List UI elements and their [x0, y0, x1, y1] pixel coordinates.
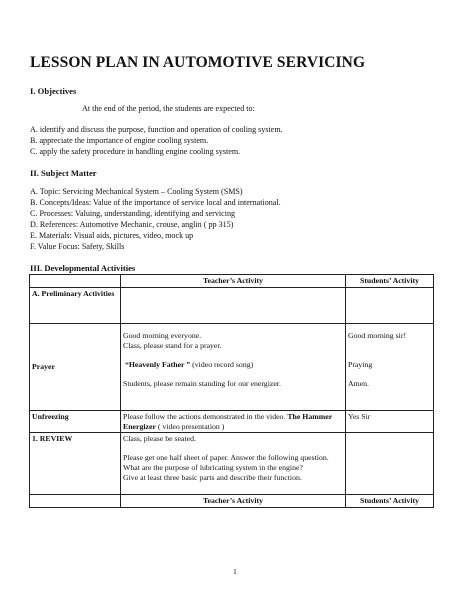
review-students-cell: [346, 433, 434, 495]
table-row: [30, 324, 434, 411]
unfreezing-students-cell: Yes Sir: [346, 411, 434, 433]
teacher-activity-header: Teacher’s Activity: [121, 275, 346, 288]
review-line: Please get one half sheet of paper. Answer the following question.: [123, 453, 329, 463]
subject-matter-item: F. Value Focus: Safety, Skills: [30, 242, 125, 251]
prayer-students-cell: [346, 324, 434, 411]
students-activity-header: Students’ Activity: [346, 275, 434, 288]
header-blank-cell: [30, 495, 121, 508]
unfreezing-note: ( video presentation ): [157, 421, 225, 431]
activities-heading: III. Developmental Activities: [30, 263, 136, 273]
hammer-energizer-title: The Hammer Energizer: [123, 412, 333, 431]
subject-matter-item: E. Materials: Visual aids, pictures, video, mock up: [30, 231, 194, 240]
activities-table: [29, 274, 434, 508]
subject-matter-item: A. Topic: Servicing Mechanical System – Cooling System (SMS): [30, 187, 243, 196]
prayer-label: Prayer: [30, 324, 121, 411]
review-line: What are the purpose of lubricating system in the engine?: [123, 462, 303, 472]
prayer-teacher-line: Students, please remain standing for our energizer.: [123, 378, 281, 388]
prayer-song-note: (video record song): [192, 359, 254, 369]
prayer-teacher-line: Good morning everyone.: [123, 331, 202, 340]
unfreezing-teacher-cell: [121, 411, 346, 433]
review-teacher-cell: [121, 433, 346, 495]
prayer-song-title: “Heavenly Father ”: [124, 359, 191, 369]
table-header-row: [30, 275, 434, 288]
objective-item: A. identify and discuss the purpose, function and operation of cooling system.: [30, 125, 283, 134]
students-activity-header: Students’ Activity: [346, 495, 434, 508]
prayer-student-line: Praying: [348, 359, 373, 369]
objectives-heading: I. Objectives: [30, 86, 77, 96]
subject-matter-item: D. References: Automotive Mechanic, crouse, anglin ( pp 315): [30, 220, 234, 229]
objectives-intro: At the end of the period, the students are expected to:: [82, 104, 255, 113]
prayer-teacher-line: Class, please stand for a prayer.: [123, 340, 222, 350]
review-label: 1. REVIEW: [30, 433, 121, 495]
page-number: 1: [233, 567, 237, 576]
objective-item: C. apply the safety procedure in handling engine cooling system.: [30, 147, 241, 156]
table-row: [30, 433, 434, 495]
prayer-student-line: Good morning sir!: [348, 331, 407, 340]
unfreezing-instruction: Please follow the actions demonstrated in the video.: [123, 412, 286, 421]
review-line: Class, please be seated.: [123, 434, 196, 444]
review-line: Give at least three basic parts and describe their function.: [123, 472, 302, 482]
prayer-teacher-cell: [121, 324, 346, 411]
table-row: [30, 411, 434, 433]
table-row: [30, 288, 434, 324]
preliminary-teacher-cell: [121, 288, 346, 324]
page-title: LESSON PLAN IN AUTOMOTIVE SERVICING: [30, 54, 366, 71]
teacher-activity-header: Teacher’s Activity: [121, 495, 346, 508]
subject-matter-item: B. Concepts/Ideas: Value of the importance of service local and international.: [30, 198, 281, 207]
table-header-row: [30, 495, 434, 508]
header-blank-cell: [30, 275, 121, 288]
preliminary-activities-label: A. Preliminary Activities: [30, 288, 121, 324]
subject-matter-item: C. Processes: Valuing, understanding, identifying and servicing: [30, 209, 236, 218]
subject-matter-heading: II. Subject Matter: [30, 168, 97, 178]
prayer-song-line: [123, 360, 343, 370]
unfreezing-label: Unfreezing: [30, 411, 121, 433]
prayer-student-line: Amen.: [348, 378, 370, 388]
objective-item: B. appreciate the importance of engine cooling system.: [30, 136, 209, 145]
preliminary-students-cell: [346, 288, 434, 324]
